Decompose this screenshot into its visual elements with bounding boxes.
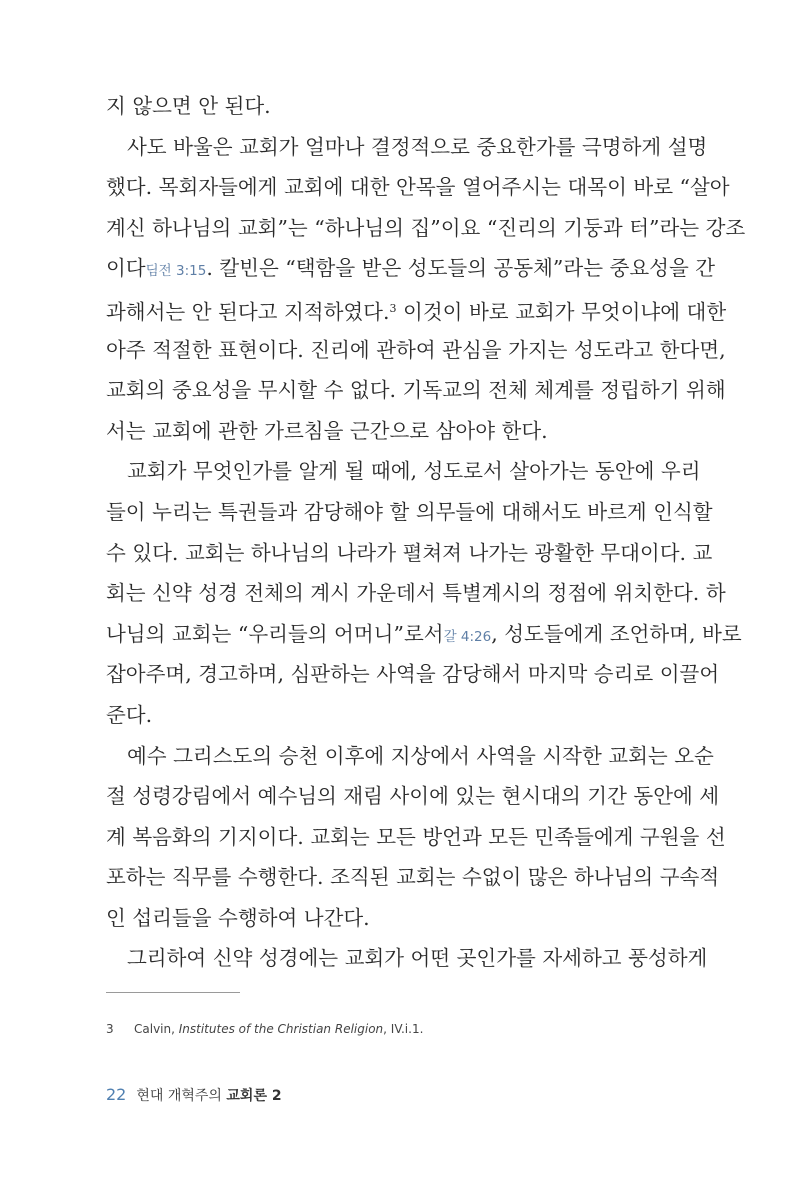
text-line: 지 않으면 안 된다. [106, 94, 271, 118]
text-line: 회는 신약 성경 전체의 계시 가운데서 특별계시의 정점에 위치한다. 하 [106, 581, 726, 606]
scripture-reference: 갈 4:26 [443, 628, 492, 645]
text-line: 포하는 직무를 수행한다. 조직된 교회는 수없이 많은 하나님의 구속적 [106, 865, 720, 890]
text-segment: 이것이 바로 교회가 무엇이냐에 대한 [396, 299, 727, 324]
text-line: 예수 그리스도의 승천 이후에 지상에서 사역을 시작한 교회는 오순 [127, 743, 714, 768]
footnote-author: Calvin, [134, 1022, 179, 1036]
body-text [106, 86, 746, 979]
text-segment: 이다 [106, 256, 146, 281]
text-line: 서는 교회에 관한 가르침을 근간으로 삼아야 한다. [106, 418, 548, 443]
text-line: 했다. 목회자들에게 교회에 대한 안목을 열어주시는 대목이 바로 “살아 [106, 175, 730, 200]
footnote-locator: , IV.i.1. [383, 1022, 424, 1036]
footnote [106, 1022, 423, 1036]
text-segment: , 성도들에게 조언하며, 바로 [491, 621, 742, 646]
text-line: 교회가 무엇인가를 알게 될 때에, 성도로서 살아가는 동안에 우리 [127, 459, 701, 484]
footnote-marker: 3 [389, 301, 397, 315]
text-line: 교회의 중요성을 무시할 수 없다. 기독교의 전체 체계를 정립하기 위해 [106, 378, 726, 403]
footnote-number: 3 [106, 1022, 114, 1036]
text-line: 인 섭리들을 수행하여 나간다. [106, 905, 370, 930]
scripture-reference: 딤전 3:15 [145, 263, 207, 280]
footnote-title: Institutes of the Christian Religion [178, 1022, 384, 1036]
text-line: 잡아주며, 경고하며, 심판하는 사역을 감당해서 마지막 승리로 이끌어 [106, 662, 720, 687]
text-line: 아주 적절한 표현이다. 진리에 관하여 관심을 가지는 성도라고 한다면, [106, 337, 726, 362]
page-footer [106, 1085, 282, 1105]
book-title: 현대 개혁주의 [136, 1088, 227, 1104]
book-title-emphasis: 교회론 2 [226, 1088, 282, 1104]
text-line: 준다. [106, 702, 153, 727]
text-line: 들이 누리는 특권들과 감당해야 할 의무들에 대해서도 바르게 인식할 [106, 499, 713, 524]
text-segment: . 칼빈은 “택함을 받은 성도들의 공동체”라는 중요성을 간 [206, 256, 716, 281]
text-line [106, 248, 716, 289]
text-line: 절 성령강림에서 예수님의 재림 사이에 있는 현시대의 기간 동안에 세 [106, 784, 720, 809]
page-number: 22 [106, 1085, 127, 1104]
text-line: 수 있다. 교회는 하나님의 나라가 펼쳐져 나가는 광활한 무대이다. 교 [106, 540, 713, 565]
text-line [106, 289, 727, 330]
text-segment: 나님의 교회는 “우리들의 어머니”로서 [106, 621, 444, 646]
text-line: 계 복음화의 기지이다. 교회는 모든 방언과 모든 민족들에게 구원을 선 [106, 824, 726, 849]
footnote-divider [106, 992, 240, 993]
text-line: 계신 하나님의 교회”는 “하나님의 집”이요 “진리의 기둥과 터”라는 강조 [106, 215, 746, 240]
text-segment: 과해서는 안 된다고 지적하였다. [106, 299, 390, 324]
text-line [106, 614, 742, 655]
text-line: 그리하여 신약 성경에는 교회가 어떤 곳인가를 자세하고 풍성하게 [127, 946, 708, 971]
text-line: 사도 바울은 교회가 얼마나 결정적으로 중요한가를 극명하게 설명 [127, 134, 708, 159]
